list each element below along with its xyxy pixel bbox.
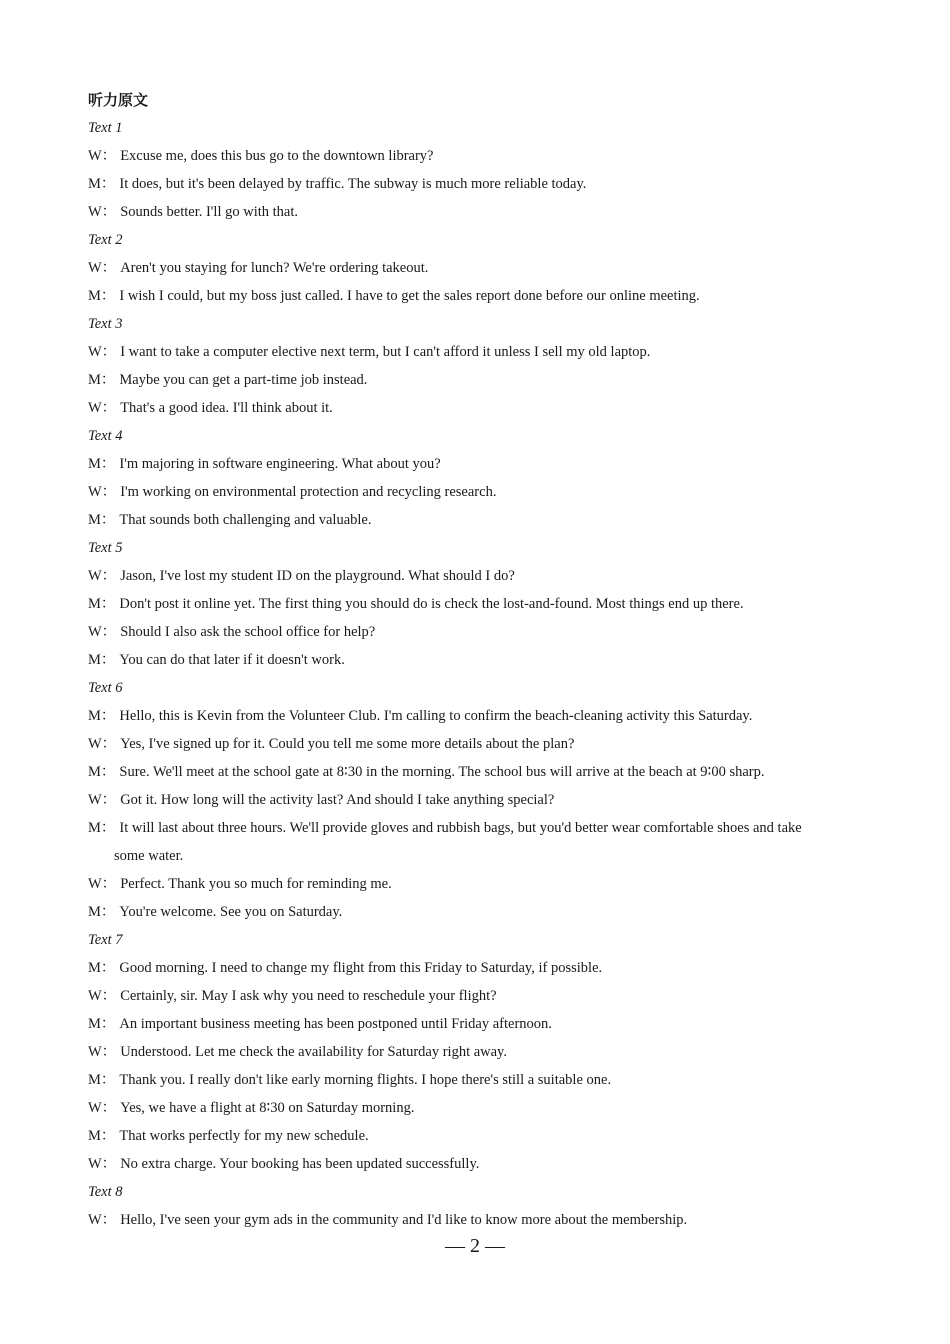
speaker-label: M： <box>88 596 116 612</box>
dialogue-text: Thank you. I really don't like early morning flights. I hope there's still a suitable one. <box>119 1072 612 1088</box>
speaker-label: W： <box>88 400 117 416</box>
speaker-label: M： <box>88 904 116 920</box>
dialogue-line <box>88 366 888 394</box>
dialogue-line <box>88 870 888 898</box>
dialogue-line <box>88 1094 888 1122</box>
dialogue-line <box>88 730 888 758</box>
speaker-label: M： <box>88 456 116 472</box>
speaker-label: W： <box>88 260 117 276</box>
dialogue-text: Don't post it online yet. The first thing you should do is check the lost-and-found. Most things end up there. <box>119 596 744 612</box>
dialogue-line <box>88 394 888 422</box>
dialogue-line <box>88 1206 888 1234</box>
speaker-label: M： <box>88 652 116 668</box>
dialogue-line <box>88 254 888 282</box>
speaker-label: W： <box>88 204 117 220</box>
dialogue-text: That works perfectly for my new schedule. <box>119 1128 369 1144</box>
dialogue-text: Should I also ask the school office for help? <box>120 624 376 640</box>
dialogue-text: Sounds better. I'll go with that. <box>120 204 298 220</box>
speaker-label: W： <box>88 148 117 164</box>
speaker-label: W： <box>88 1156 117 1172</box>
dialogue-line <box>88 450 888 478</box>
speaker-label: W： <box>88 876 117 892</box>
dialogue-text: I'm working on environmental protection and recycling research. <box>120 484 497 500</box>
dialogue-text: No extra charge. Your booking has been updated successfully. <box>120 1156 480 1172</box>
text-label: Text 8 <box>88 1184 123 1200</box>
speaker-label: M： <box>88 708 116 724</box>
text-label: Text 6 <box>88 680 123 696</box>
dialogue-line <box>88 142 888 170</box>
dialogue-text: Hello, I've seen your gym ads in the community and I'd like to know more about the membership. <box>120 1212 688 1228</box>
speaker-label: W： <box>88 624 117 640</box>
dialogue-line <box>88 646 888 674</box>
speaker-label: W： <box>88 1100 117 1116</box>
dialogue-line <box>88 814 888 842</box>
dialogue-text: You're welcome. See you on Saturday. <box>119 904 343 920</box>
dialogue-text: You can do that later if it doesn't work. <box>119 652 345 668</box>
dialogue-line <box>88 898 888 926</box>
speaker-label: W： <box>88 568 117 584</box>
text-label: Text 7 <box>88 932 123 948</box>
dialogue-text: Perfect. Thank you so much for reminding me. <box>120 876 392 892</box>
dialogue-line <box>88 982 888 1010</box>
dialogue-text: It does, but it's been delayed by traffic. The subway is much more reliable today. <box>119 176 587 192</box>
dialogue-text: Certainly, sir. May I ask why you need to reschedule your flight? <box>120 988 497 1004</box>
speaker-label: M： <box>88 372 116 388</box>
dialogue-text: That's a good idea. I'll think about it. <box>120 400 333 416</box>
dialogue-line <box>88 338 888 366</box>
transcript-lines <box>88 114 888 1234</box>
transcript-content <box>88 86 888 1234</box>
text-label: Text 4 <box>88 428 123 444</box>
dialogue-text: Hello, this is Kevin from the Volunteer Club. I'm calling to confirm the beach-cleaning activity this Saturday. <box>119 708 753 724</box>
dialogue-line <box>88 618 888 646</box>
dialogue-text: I wish I could, but my boss just called. I have to get the sales report done before our online meeting. <box>119 288 700 304</box>
dialogue-text: Aren't you staying for lunch? We're ordering takeout. <box>120 260 429 276</box>
speaker-label: M： <box>88 820 116 836</box>
dialogue-line <box>88 198 888 226</box>
text-label: Text 1 <box>88 120 123 136</box>
dialogue-text: I'm majoring in software engineering. What about you? <box>119 456 441 472</box>
speaker-label: M： <box>88 512 116 528</box>
dialogue-line <box>88 1150 888 1178</box>
speaker-label: M： <box>88 1016 116 1032</box>
text-label: Text 3 <box>88 316 123 332</box>
dialogue-line <box>88 702 888 730</box>
dialogue-line <box>88 1038 888 1066</box>
speaker-label: W： <box>88 484 117 500</box>
dialogue-line <box>88 758 888 786</box>
dialogue-line <box>88 170 888 198</box>
dialogue-text: Yes, we have a flight at 8∶30 on Saturday morning. <box>120 1100 415 1116</box>
dialogue-text: Sure. We'll meet at the school gate at 8∶30 in the morning. The school bus will arrive at the beach at 9∶00 sharp. <box>119 764 765 780</box>
speaker-label: M： <box>88 1072 116 1088</box>
speaker-label: W： <box>88 792 117 808</box>
dialogue-line <box>88 506 888 534</box>
dialogue-line <box>88 478 888 506</box>
speaker-label: W： <box>88 344 117 360</box>
page-number: — 2 — <box>445 1235 505 1257</box>
dialogue-text: Good morning. I need to change my flight from this Friday to Saturday, if possible. <box>119 960 603 976</box>
speaker-label: M： <box>88 764 116 780</box>
speaker-label: W： <box>88 1212 117 1228</box>
dialogue-line <box>88 562 888 590</box>
speaker-label: M： <box>88 288 116 304</box>
dialogue-line <box>88 1066 888 1094</box>
dialogue-text: Maybe you can get a part-time job instead. <box>119 372 368 388</box>
speaker-label: W： <box>88 988 117 1004</box>
speaker-label: M： <box>88 960 116 976</box>
dialogue-line <box>88 786 888 814</box>
text-label: Text 5 <box>88 540 123 556</box>
speaker-label: W： <box>88 1044 117 1060</box>
dialogue-text: Got it. How long will the activity last? And should I take anything special? <box>120 792 555 808</box>
dialogue-continuation: some water. <box>114 848 184 864</box>
dialogue-line <box>88 1010 888 1038</box>
speaker-label: M： <box>88 176 116 192</box>
dialogue-text: An important business meeting has been postponed until Friday afternoon. <box>119 1016 552 1032</box>
dialogue-text: It will last about three hours. We'll provide gloves and rubbish bags, but you'd better wear comfortable shoes and take <box>119 820 802 836</box>
speaker-label: M： <box>88 1128 116 1144</box>
dialogue-text: Yes, I've signed up for it. Could you tell me some more details about the plan? <box>120 736 575 752</box>
dialogue-text: Jason, I've lost my student ID on the playground. What should I do? <box>120 568 515 584</box>
dialogue-line <box>88 1122 888 1150</box>
section-heading: 听力原文 <box>88 91 149 109</box>
dialogue-text: Excuse me, does this bus go to the downtown library? <box>120 148 434 164</box>
dialogue-line <box>88 590 888 618</box>
dialogue-line <box>88 282 888 310</box>
dialogue-text: That sounds both challenging and valuable. <box>119 512 372 528</box>
speaker-label: W： <box>88 736 117 752</box>
dialogue-text: Understood. Let me check the availability for Saturday right away. <box>120 1044 507 1060</box>
dialogue-text: I want to take a computer elective next term, but I can't afford it unless I sell my old laptop. <box>120 344 651 360</box>
dialogue-line <box>88 954 888 982</box>
text-label: Text 2 <box>88 232 123 248</box>
